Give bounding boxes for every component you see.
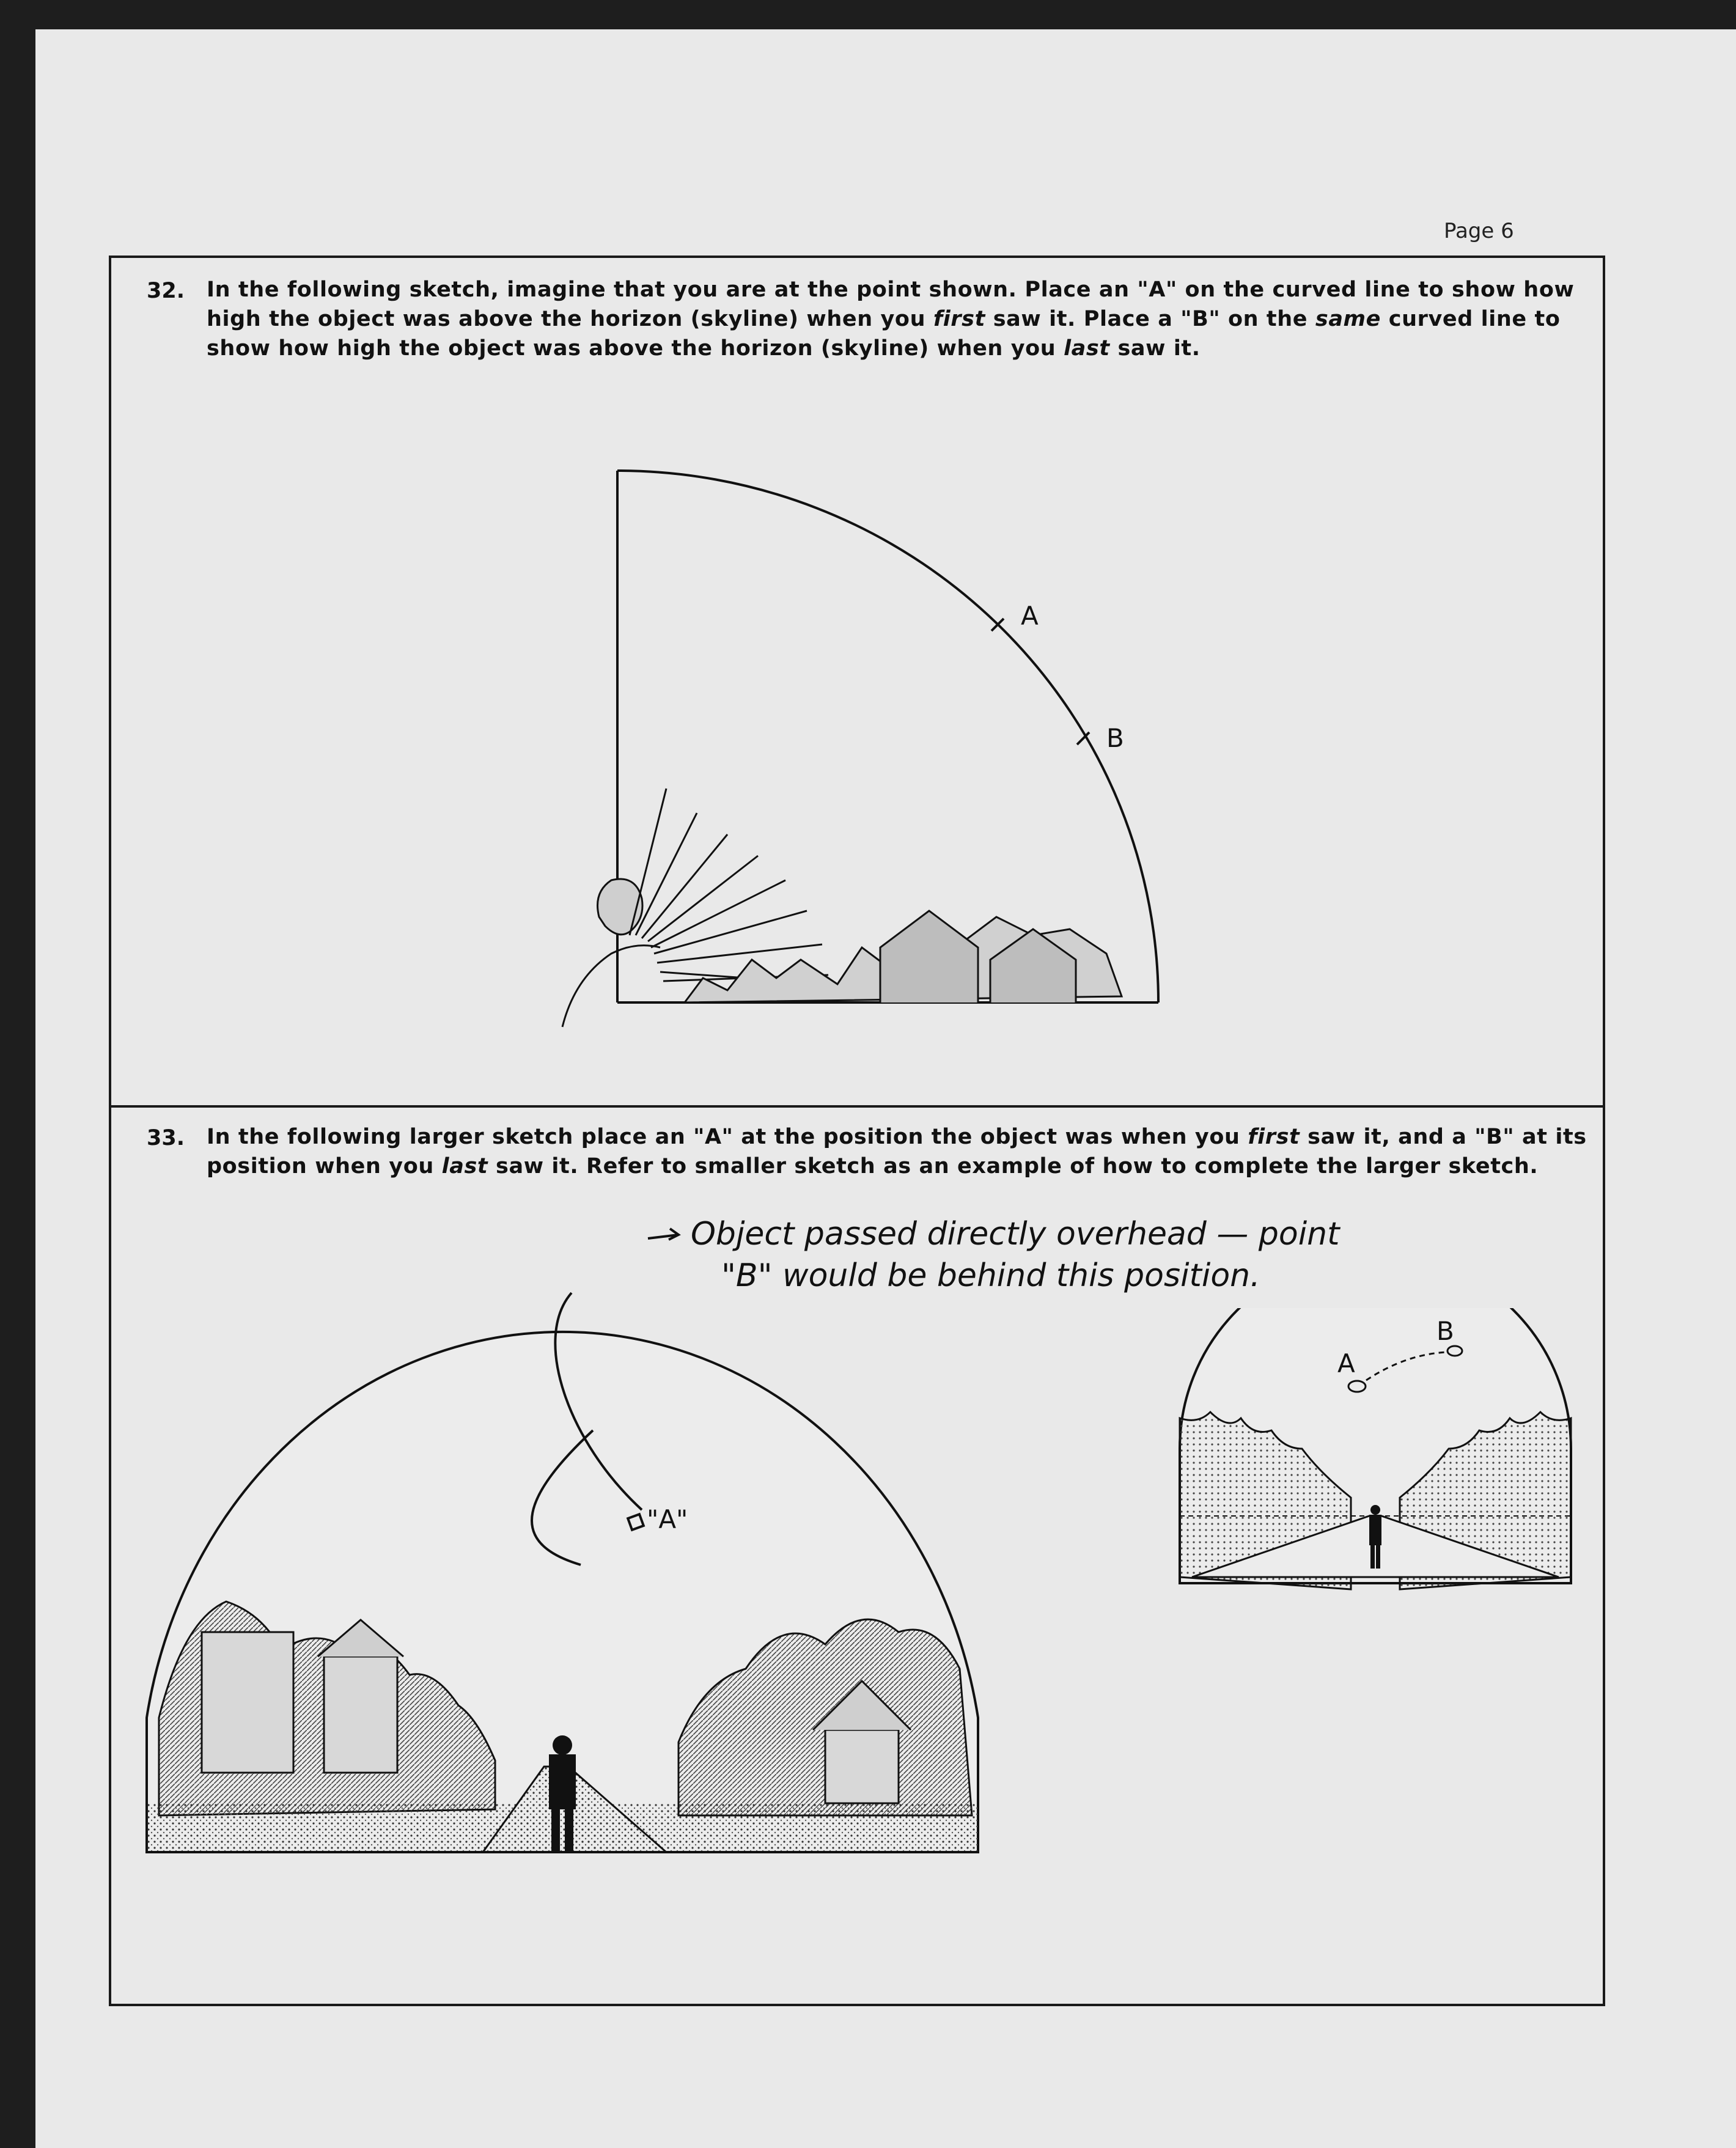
arrow-head-icon xyxy=(648,1229,679,1240)
mark-a-label: A xyxy=(1021,601,1039,631)
question-32-line-2: high the object was above the horizon (skyline) when you first saw it. Place a "B" on the same curved line to xyxy=(207,307,1561,331)
quadrant-sketch xyxy=(538,452,1186,1051)
section-divider xyxy=(109,1105,1605,1108)
small-mark-b-label: B xyxy=(1436,1316,1454,1346)
question-33-line-2: position when you last saw it. Refer to smaller sketch as an example of how to complete the larger sketch. xyxy=(207,1154,1539,1179)
mark-b-label: B xyxy=(1106,723,1124,753)
question-32-line-1: In the following sketch, imagine that you are at the point shown. Place an "A" on the curved line to show how xyxy=(207,278,1575,302)
question-32-line-3: show how high the object was above the horizon (skyline) when you last saw it. xyxy=(207,336,1201,361)
page-number: Page 6 xyxy=(1444,219,1514,243)
small-mark-a-label: A xyxy=(1337,1348,1355,1378)
handwritten-note xyxy=(642,1210,1620,1302)
large-sky-dome-sketch xyxy=(141,1290,984,1870)
question-32-text xyxy=(207,275,1574,363)
large-mark-label: "A" xyxy=(647,1504,688,1534)
question-33-text xyxy=(207,1122,1587,1181)
handwritten-line-1: Object passed directly overhead — point xyxy=(691,1216,1340,1252)
small-example-dome xyxy=(1174,1308,1577,1595)
handwritten-line-2: "B" would be behind this position. xyxy=(721,1257,1260,1294)
question-32-number: 32. xyxy=(147,279,185,303)
question-33-number: 33. xyxy=(147,1126,185,1150)
question-33-line-1: In the following larger sketch place an "A" at the position the object was when you first saw it, and a "B" at its xyxy=(207,1125,1587,1149)
skyline-illustration xyxy=(685,911,1122,1002)
